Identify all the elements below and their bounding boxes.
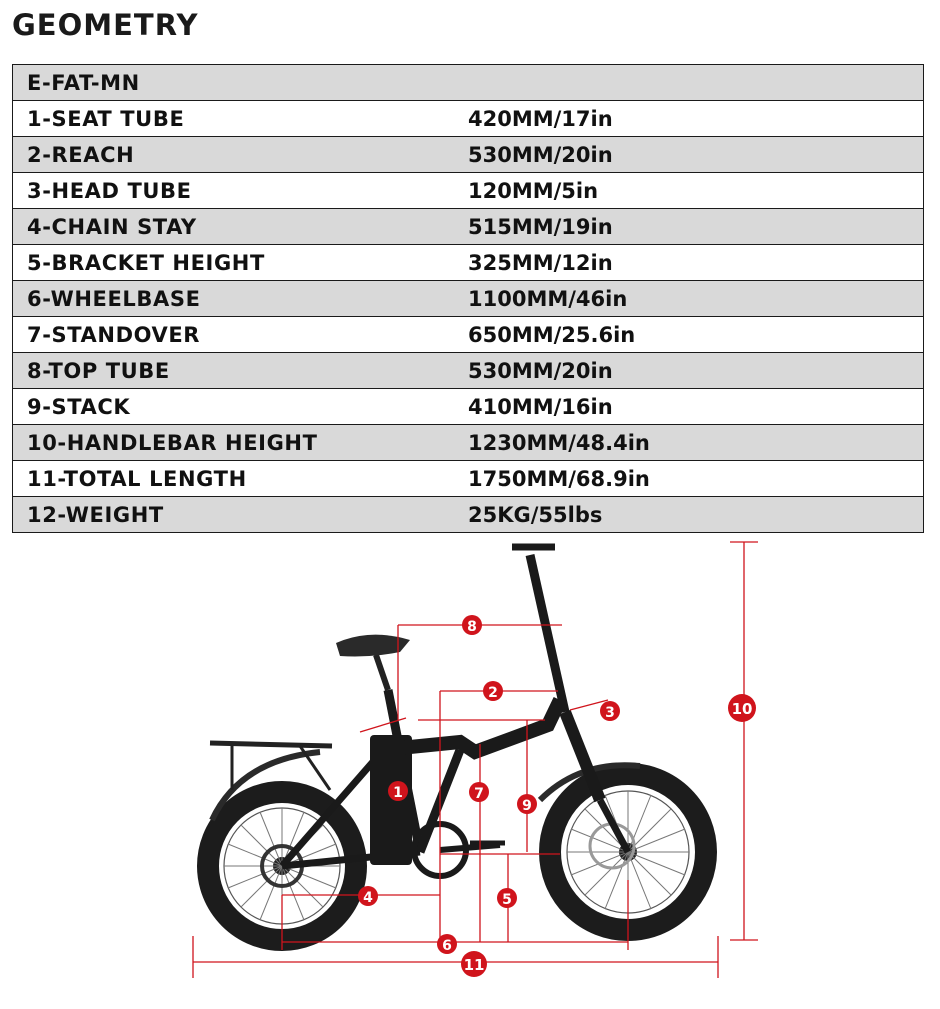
marker-2-label: 2 xyxy=(488,685,498,701)
row-label: 9-STACK xyxy=(13,389,469,425)
table-row xyxy=(13,209,924,245)
row-label: 12-WEIGHT xyxy=(13,497,469,533)
marker-9 xyxy=(517,794,537,814)
row-label: 2-REACH xyxy=(13,137,469,173)
table-row xyxy=(13,497,924,533)
bike-illustration xyxy=(208,547,706,940)
row-value: 650MM/25.6in xyxy=(468,317,924,353)
table-row xyxy=(13,353,924,389)
table-row xyxy=(13,389,924,425)
table-row xyxy=(13,317,924,353)
marker-1-label: 1 xyxy=(393,785,403,801)
marker-5-label: 5 xyxy=(502,892,512,908)
marker-8 xyxy=(462,615,482,635)
marker-7 xyxy=(469,782,489,802)
row-label: 10-HANDLEBAR HEIGHT xyxy=(13,425,469,461)
row-value: 1230MM/48.4in xyxy=(468,425,924,461)
row-label: 3-HEAD TUBE xyxy=(13,173,469,209)
table-row xyxy=(13,137,924,173)
row-value: 530MM/20in xyxy=(468,353,924,389)
table-row xyxy=(13,245,924,281)
row-value: 1100MM/46in xyxy=(468,281,924,317)
row-value: 410MM/16in xyxy=(468,389,924,425)
marker-4-label: 4 xyxy=(363,890,373,906)
marker-10 xyxy=(728,694,756,722)
table-row xyxy=(13,173,924,209)
table-model-row xyxy=(13,65,924,101)
row-value: 420MM/17in xyxy=(468,101,924,137)
geometry-table xyxy=(12,64,924,533)
marker-9-label: 9 xyxy=(522,798,532,814)
bike-geometry-diagram xyxy=(0,535,940,1009)
marker-3 xyxy=(600,701,620,721)
row-label: 4-CHAIN STAY xyxy=(13,209,469,245)
row-label: 5-BRACKET HEIGHT xyxy=(13,245,469,281)
marker-5 xyxy=(497,888,517,908)
marker-7-label: 7 xyxy=(474,786,484,802)
row-value: 515MM/19in xyxy=(468,209,924,245)
row-value: 1750MM/68.9in xyxy=(468,461,924,497)
table-row xyxy=(13,101,924,137)
row-value: 530MM/20in xyxy=(468,137,924,173)
row-label: 1-SEAT TUBE xyxy=(13,101,469,137)
row-label: 8-TOP TUBE xyxy=(13,353,469,389)
marker-8-label: 8 xyxy=(467,619,477,635)
model-name: E-FAT-MN xyxy=(13,65,924,101)
marker-3-label: 3 xyxy=(605,705,615,721)
row-label: 6-WHEELBASE xyxy=(13,281,469,317)
marker-2 xyxy=(483,681,503,701)
marker-11 xyxy=(461,951,487,977)
marker-6 xyxy=(437,934,457,954)
row-value: 25KG/55lbs xyxy=(468,497,924,533)
row-label: 11-TOTAL LENGTH xyxy=(13,461,469,497)
marker-1 xyxy=(388,781,408,801)
table-row xyxy=(13,425,924,461)
row-value: 120MM/5in xyxy=(468,173,924,209)
row-value: 325MM/12in xyxy=(468,245,924,281)
marker-4 xyxy=(358,886,378,906)
table-row xyxy=(13,281,924,317)
table-row xyxy=(13,461,924,497)
marker-11-label: 11 xyxy=(463,956,485,974)
page-title: GEOMETRY xyxy=(12,8,199,42)
marker-6-label: 6 xyxy=(442,938,452,954)
marker-10-label: 10 xyxy=(731,700,753,718)
row-label: 7-STANDOVER xyxy=(13,317,469,353)
